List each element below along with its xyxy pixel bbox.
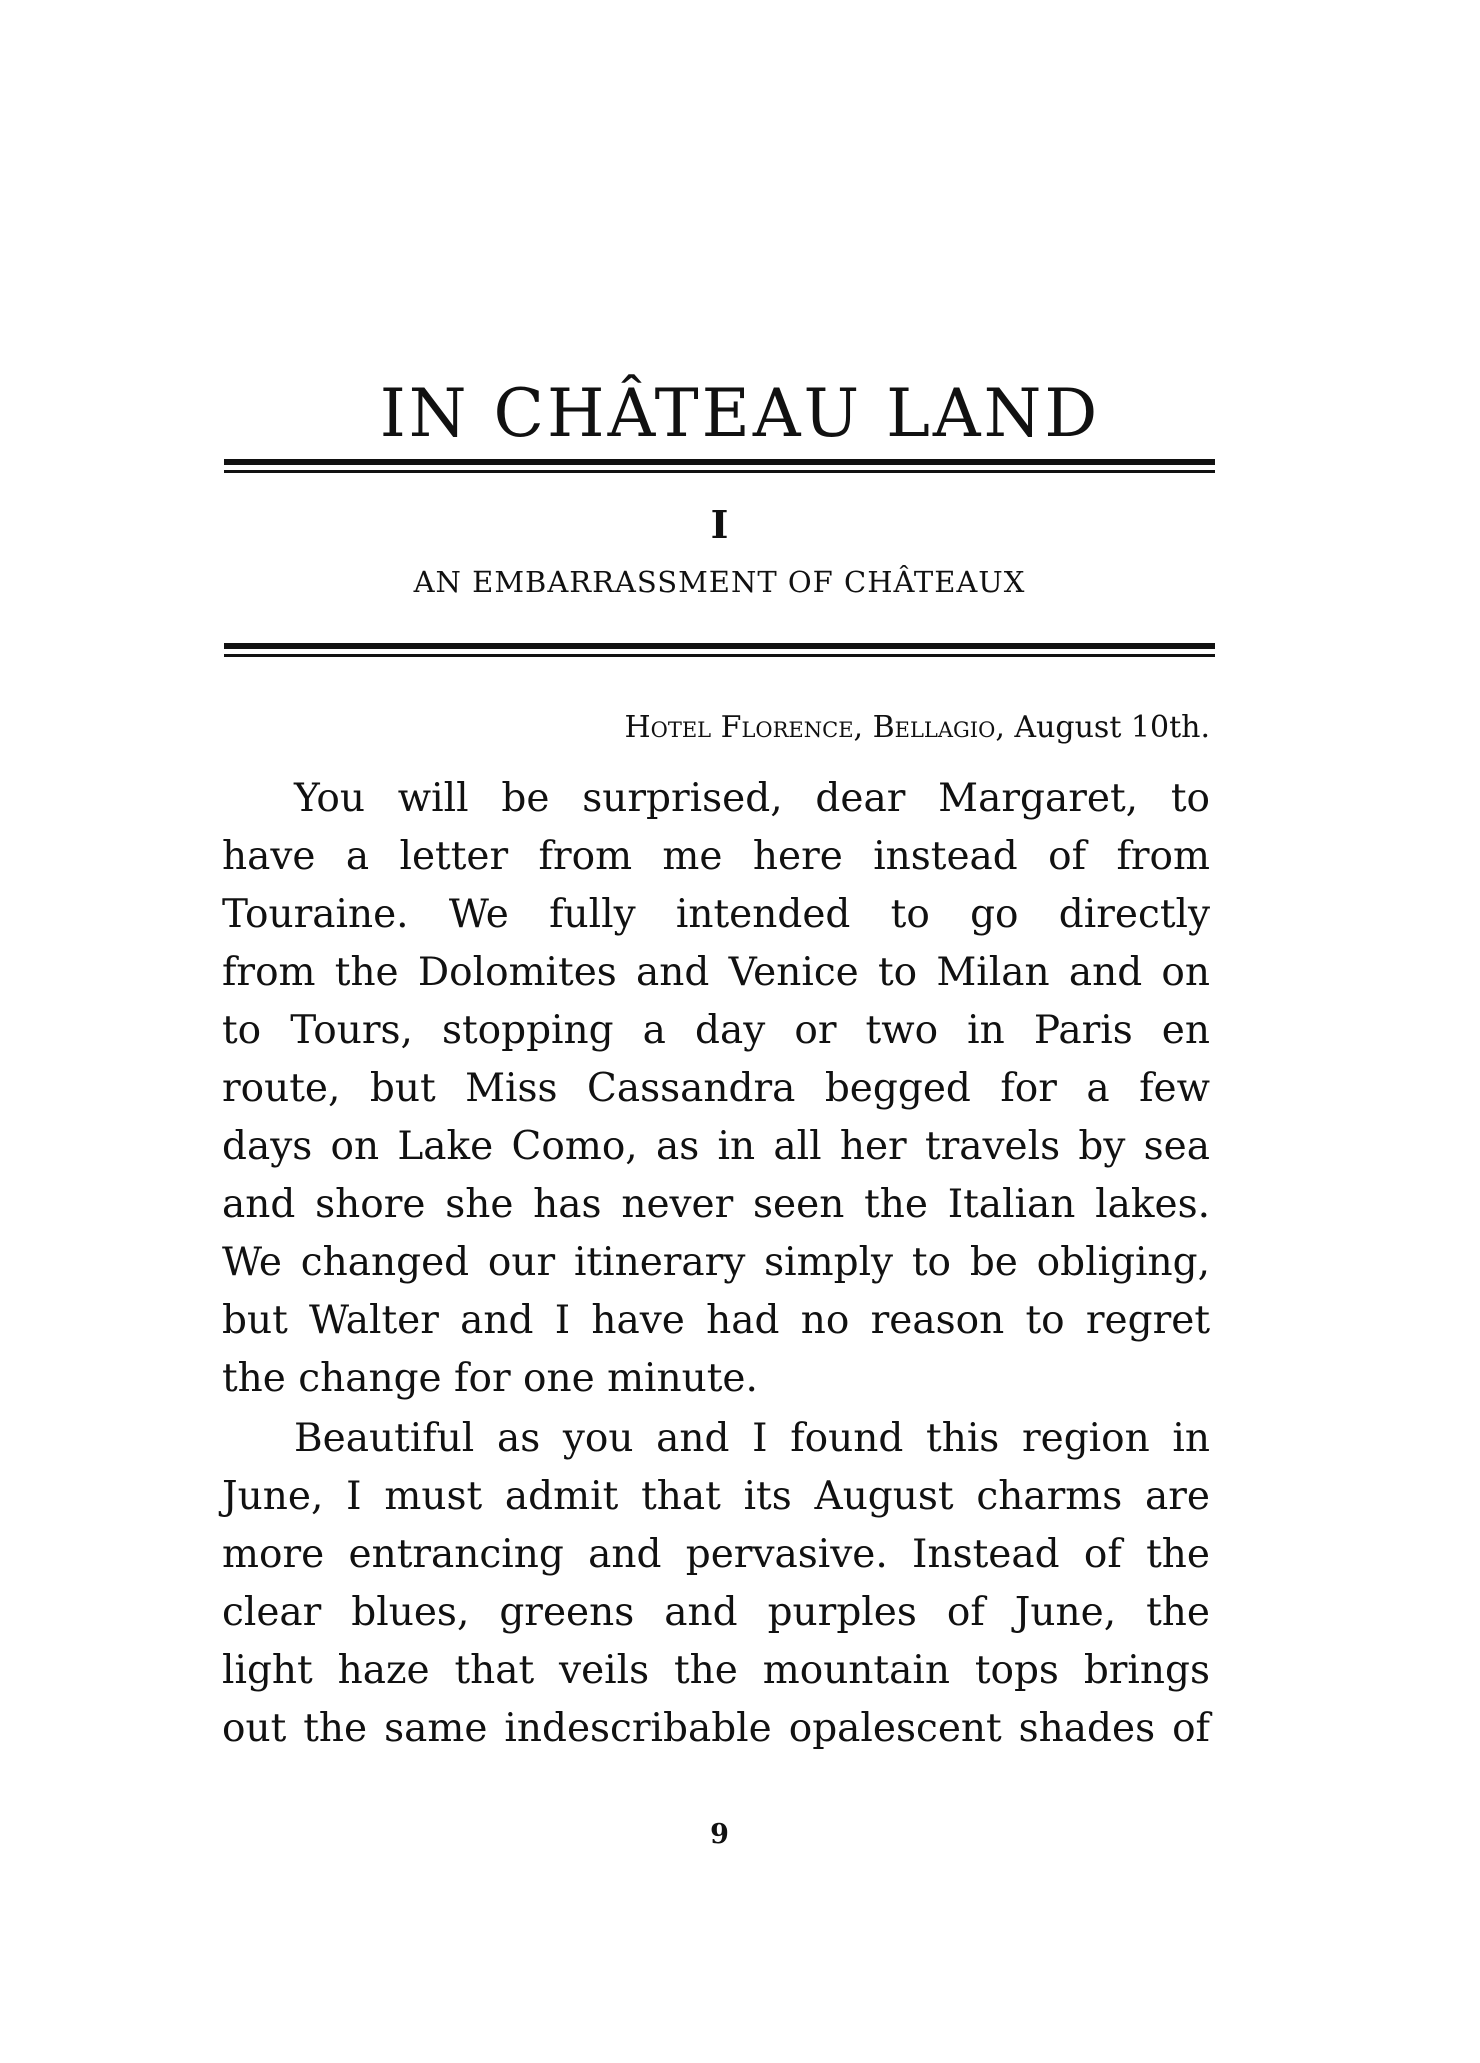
page-number: 9 bbox=[710, 1819, 729, 1850]
double-rule-bottom bbox=[224, 643, 1215, 657]
double-rule-top bbox=[224, 459, 1215, 473]
paragraph-1-line-3: Touraine. We fully intended to go directly bbox=[222, 892, 1210, 937]
dateline-place: Hotel Florence, Bellagio, bbox=[624, 710, 1005, 745]
paragraph-2-line-6: out the same indescribable opalescent shades of bbox=[222, 1706, 1210, 1751]
paragraph-1-line-8: and shore she has never seen the Italian lakes. bbox=[222, 1182, 1210, 1227]
paragraph-1-line-6: route, but Miss Cassandra begged for a few bbox=[222, 1066, 1210, 1111]
paragraph-1-line-7: days on Lake Como, as in all her travels by sea bbox=[222, 1124, 1210, 1169]
paragraph-1-line-9: We changed our itinerary simply to be obliging, bbox=[222, 1240, 1210, 1285]
paragraph-2-line-1: Beautiful as you and I found this region in bbox=[294, 1416, 1210, 1461]
paragraph-2-line-3: more entrancing and pervasive. Instead of the bbox=[222, 1532, 1210, 1577]
paragraph-2-line-2: June, I must admit that its August charms are bbox=[222, 1474, 1210, 1519]
paragraph-2-line-5: light haze that veils the mountain tops brings bbox=[222, 1648, 1210, 1693]
chapter-number: I bbox=[710, 502, 729, 547]
paragraph-1-line-5: to Tours, stopping a day or two in Paris en bbox=[222, 1008, 1210, 1053]
paragraph-1-line-4: from the Dolomites and Venice to Milan and on bbox=[222, 950, 1210, 995]
paragraph-1-line-11: the change for one minute. bbox=[222, 1356, 758, 1401]
dateline-date: August 10th. bbox=[1014, 710, 1210, 745]
paragraph-1-line-1: You will be surprised, dear Margaret, to bbox=[294, 776, 1210, 821]
paragraph-1-line-10: but Walter and I have had no reason to regret bbox=[222, 1298, 1210, 1343]
chapter-title: AN EMBARRASSMENT OF CHÂTEAUX bbox=[413, 565, 1026, 599]
paragraph-1-line-2: have a letter from me here instead of from bbox=[222, 834, 1210, 879]
book-title: IN CHÂTEAU LAND bbox=[379, 375, 1101, 453]
paragraph-2-line-4: clear blues, greens and purples of June, the bbox=[222, 1590, 1210, 1635]
letter-body bbox=[222, 770, 1210, 1758]
letter-dateline bbox=[224, 706, 1210, 750]
